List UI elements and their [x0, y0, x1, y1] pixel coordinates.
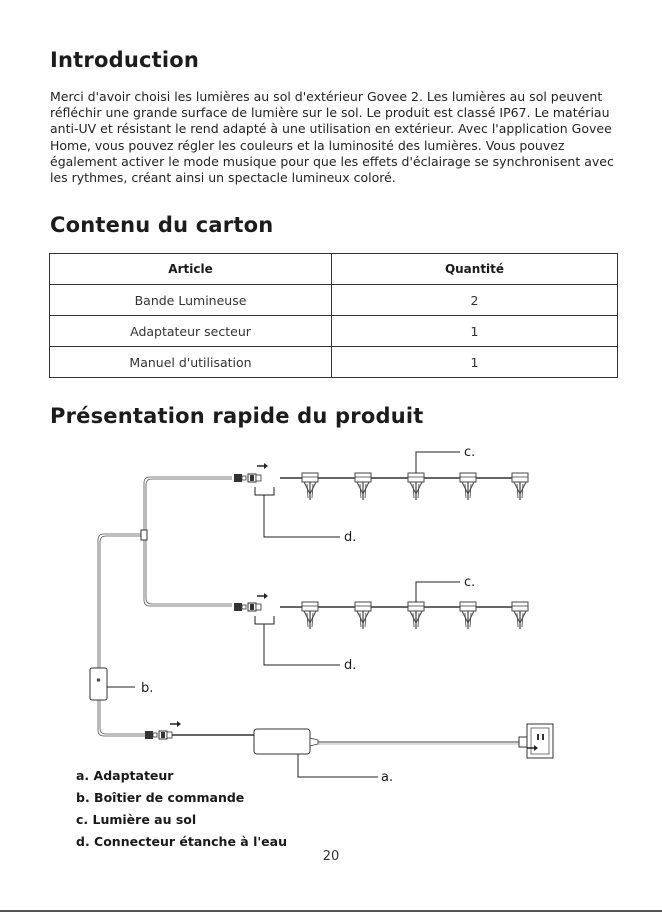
- power-adapter: [254, 729, 310, 754]
- column-header-article: Article: [50, 254, 332, 285]
- item-quantity: 2: [332, 285, 618, 316]
- power-adapter-assembly: [145, 721, 553, 758]
- ground-light: [460, 473, 476, 500]
- page-number: 20: [322, 849, 340, 864]
- item-quantity: 1: [332, 347, 618, 378]
- light-strip-2: [234, 593, 528, 629]
- legend-item-adapter: a. Adaptateur: [76, 768, 174, 783]
- table-header-row: [50, 254, 618, 285]
- overview-heading: Présentation rapide du produit: [50, 404, 424, 428]
- arrow-icon: [257, 463, 268, 469]
- callout-c-top: c.: [464, 445, 476, 460]
- column-header-quantity: Quantité: [332, 254, 618, 285]
- item-name: Manuel d'utilisation: [50, 347, 332, 378]
- callout-b: b.: [141, 681, 154, 696]
- table-row: [50, 316, 618, 347]
- contents-table: [49, 253, 618, 378]
- item-quantity: 1: [332, 316, 618, 347]
- light-strip-1: [234, 463, 528, 500]
- intro-heading: Introduction: [50, 48, 200, 72]
- ground-light: [302, 602, 318, 629]
- ground-light: [460, 602, 476, 629]
- legend-item-ground-light: c. Lumière au sol: [76, 812, 197, 827]
- table-row: [50, 347, 618, 378]
- waterproof-connector-2: [234, 603, 261, 611]
- ground-light: [302, 473, 318, 500]
- waterproof-connector-3: [145, 731, 172, 739]
- contents-heading: Contenu du carton: [50, 213, 274, 237]
- diagram-legend: [76, 765, 287, 853]
- callout-d-top: d.: [344, 530, 357, 545]
- item-name: Bande Lumineuse: [50, 285, 332, 316]
- ground-light: [408, 473, 424, 500]
- arrow-icon: [170, 721, 181, 727]
- ground-light: [512, 602, 528, 629]
- callout-a: a.: [381, 770, 394, 785]
- arrow-icon: [257, 593, 268, 599]
- callout-d-bottom: d.: [344, 658, 357, 673]
- ground-light: [512, 473, 528, 500]
- cable-main: [98, 477, 232, 736]
- legend-item-control-box: b. Boîtier de commande: [76, 790, 245, 805]
- ground-light: [355, 473, 371, 500]
- legend-item-connector: d. Connecteur étanche à l'eau: [76, 834, 287, 849]
- bottom-divider: [0, 910, 662, 912]
- waterproof-connector-1: [234, 474, 261, 482]
- ground-light: [355, 602, 371, 629]
- control-box: [90, 668, 135, 700]
- callout-c-bottom: c.: [464, 575, 476, 590]
- cable-splitter: [141, 530, 147, 540]
- item-name: Adaptateur secteur: [50, 316, 332, 347]
- table-row: [50, 285, 618, 316]
- intro-paragraph: Merci d'avoir choisi les lumières au sol d'extérieur Govee 2. Les lumières au sol peuvent réfléchir une grande surface de lumière sur le sol. Le produit est classé IP67. Le matériau anti-UV et résistant le rend adapté à une utilisation en extérieur. Avec l'application Govee Home, vous pouvez régler les couleurs et la luminosité des lumières. Vous pouvez également activer le mode musique pour que les effets d'éclairage se synchronisent avec les rythmes, créant ainsi un spectacle lumineux coloré.: [50, 89, 614, 186]
- ground-light: [408, 602, 424, 629]
